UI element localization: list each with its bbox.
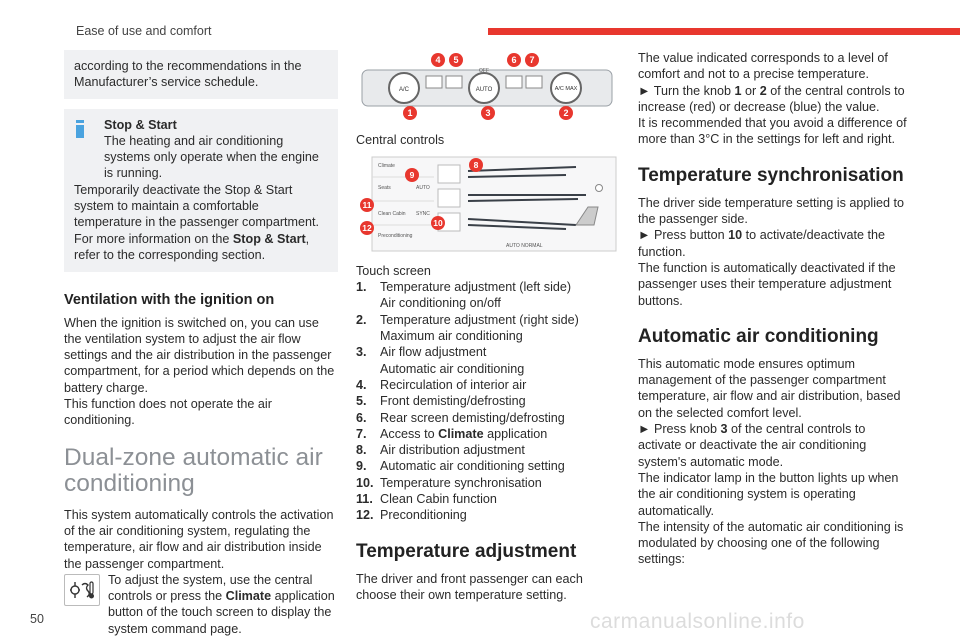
temperature-adjustment-para: The driver and front passenger can each choose their own temperature setting.	[356, 571, 583, 602]
central-controls-illustration	[356, 50, 622, 122]
controls-legend-list	[356, 279, 622, 523]
touch-screen-caption: Touch screen	[356, 263, 431, 278]
sync-label: SYNC	[416, 210, 430, 217]
menu-climate: Climate	[378, 162, 395, 169]
list-item: 9. Automatic air conditioning setting	[356, 459, 565, 474]
note-title: Stop & Start	[104, 117, 177, 132]
menu-preconditioning: Preconditioning	[378, 232, 413, 239]
climate-app-icon	[64, 574, 100, 606]
list-item: 10. Temperature synchronisation	[356, 475, 542, 490]
badge-11: 11	[362, 199, 372, 210]
list-item: 6. Rear screen demisting/defrosting	[356, 410, 565, 425]
auto-normal-label: AUTO NORMAL	[506, 242, 543, 249]
list-item: 12. Preconditioning	[356, 508, 467, 523]
badge-7: 7	[529, 55, 535, 65]
intro-box	[64, 50, 338, 99]
badge-5: 5	[453, 55, 459, 65]
auto-ac-para-4: The intensity of the automatic air conditioning is modulated by choosing one of the following settings:	[638, 519, 904, 567]
badge-10: 10	[433, 217, 443, 228]
list-item: 5. Front demisting/defrosting	[356, 394, 526, 409]
badge-2: 2	[563, 108, 569, 118]
note-line-2: Temporarily deactivate the Stop & Start system to maintain a comfortable temperature in the passenger compartment.	[74, 182, 320, 230]
menu-seats: Seats	[378, 184, 391, 191]
dual-zone-para-2: To adjust the system, use the central controls or press the Climate application button of the touch screen to display the system command page.	[64, 572, 338, 637]
list-item: 7. Access to Climate application	[356, 426, 548, 441]
list-item: 11. Clean Cabin function	[356, 492, 497, 507]
sync-heading: Temperature synchronisation	[638, 164, 904, 186]
auto-ac-heading: Automatic air conditioning	[638, 325, 879, 347]
note-line-3: For more information on the Stop & Start, refer to the corresponding section.	[74, 231, 310, 262]
badge-12: 12	[362, 222, 372, 233]
badge-6: 6	[511, 55, 517, 65]
list-item: 1. Temperature adjustment (left side) Air conditioning on/off	[356, 280, 572, 311]
temperature-adjustment-heading: Temperature adjustment	[356, 540, 577, 562]
difference-recommendation: It is recommended that you avoid a difference of more than 3°C in the settings for left and right.	[638, 116, 907, 147]
acmax-knob-label: A/C MAX	[554, 86, 578, 92]
badge-3: 3	[485, 108, 491, 118]
intro-text: according to the recommendations in the Manufacturer’s service schedule.	[74, 59, 302, 90]
ventilation-para-2: This function does not operate the air conditioning.	[64, 397, 272, 428]
auto-knob-label: AUTO	[475, 87, 493, 93]
watermark: carmanualsonline.info	[590, 610, 805, 633]
badge-8: 8	[473, 159, 479, 170]
touch-screen-figure	[356, 155, 622, 280]
badge-1: 1	[407, 108, 413, 118]
badge-4: 4	[435, 55, 441, 65]
page-number: 50	[30, 612, 44, 626]
turn-knob-para: ► Turn the knob 1 or 2 of the central controls to increase (red) or decrease (blue) the value.	[638, 83, 905, 114]
off-label: OFF	[479, 68, 489, 74]
menu-clean-cabin: Clean Cabin	[378, 210, 406, 217]
list-item: 4. Recirculation of interior air	[356, 377, 527, 392]
note-line-1: The heating and air conditioning systems only operate when the engine is running.	[104, 133, 319, 181]
auto-ac-para-3: The indicator lamp in the button lights up when the air conditioning system is operating automatically.	[638, 470, 899, 518]
ac-knob-label: A/C	[398, 87, 410, 93]
stop-start-note	[64, 109, 338, 273]
column-right	[638, 50, 908, 568]
ventilation-para-1: When the ignition is switched on, you can use the ventilation system to adjust the air flow settings and the air distribution in the passenger compartment, for a period which depends on the battery charge.	[64, 315, 335, 395]
list-item: 8. Air distribution adjustment	[356, 443, 525, 458]
list-item: 3. Air flow adjustment Automatic air conditioning	[356, 345, 525, 376]
column-middle	[356, 50, 622, 603]
list-item: 2. Temperature adjustment (right side) Maximum air conditioning	[356, 312, 579, 344]
badge-9: 9	[409, 169, 415, 180]
dual-zone-heading: Dual-zone automatic air conditioning	[64, 443, 323, 497]
auto-ac-para-2: ► Press knob 3 of the central controls to activate or deactivate the air conditioning system's automatic mode.	[638, 422, 867, 469]
central-controls-figure	[356, 50, 622, 149]
auto-ac-para-1: This automatic mode ensures optimum management of the passenger compartment temperature, air flow and air distribution, based on the selected comfort level.	[638, 356, 901, 420]
header-accent-bar	[488, 28, 960, 35]
comfort-level-para: The value indicated corresponds to a level of comfort and not to a precise temperature.	[638, 51, 888, 82]
dual-zone-para-1: This system automatically controls the activation of the air conditioning system, regulating the temperature, air flow and air distribution inside the passenger compartment.	[64, 507, 334, 571]
sync-para-1: The driver side temperature setting is applied to the passenger side.	[638, 195, 905, 227]
auto-mode-label: AUTO	[416, 184, 430, 191]
central-controls-caption: Central controls	[356, 133, 445, 148]
column-left	[64, 50, 338, 637]
touch-screen-illustration	[356, 155, 622, 253]
running-header: Ease of use and comfort	[76, 24, 212, 38]
sync-para-3: The function is automatically deactivated if the passenger uses their temperature adjustment buttons.	[638, 260, 896, 308]
sync-para-2: ► Press button 10 to activate/deactivate the function.	[638, 228, 886, 259]
info-icon	[76, 120, 84, 140]
ventilation-heading: Ventilation with the ignition on	[64, 292, 275, 309]
